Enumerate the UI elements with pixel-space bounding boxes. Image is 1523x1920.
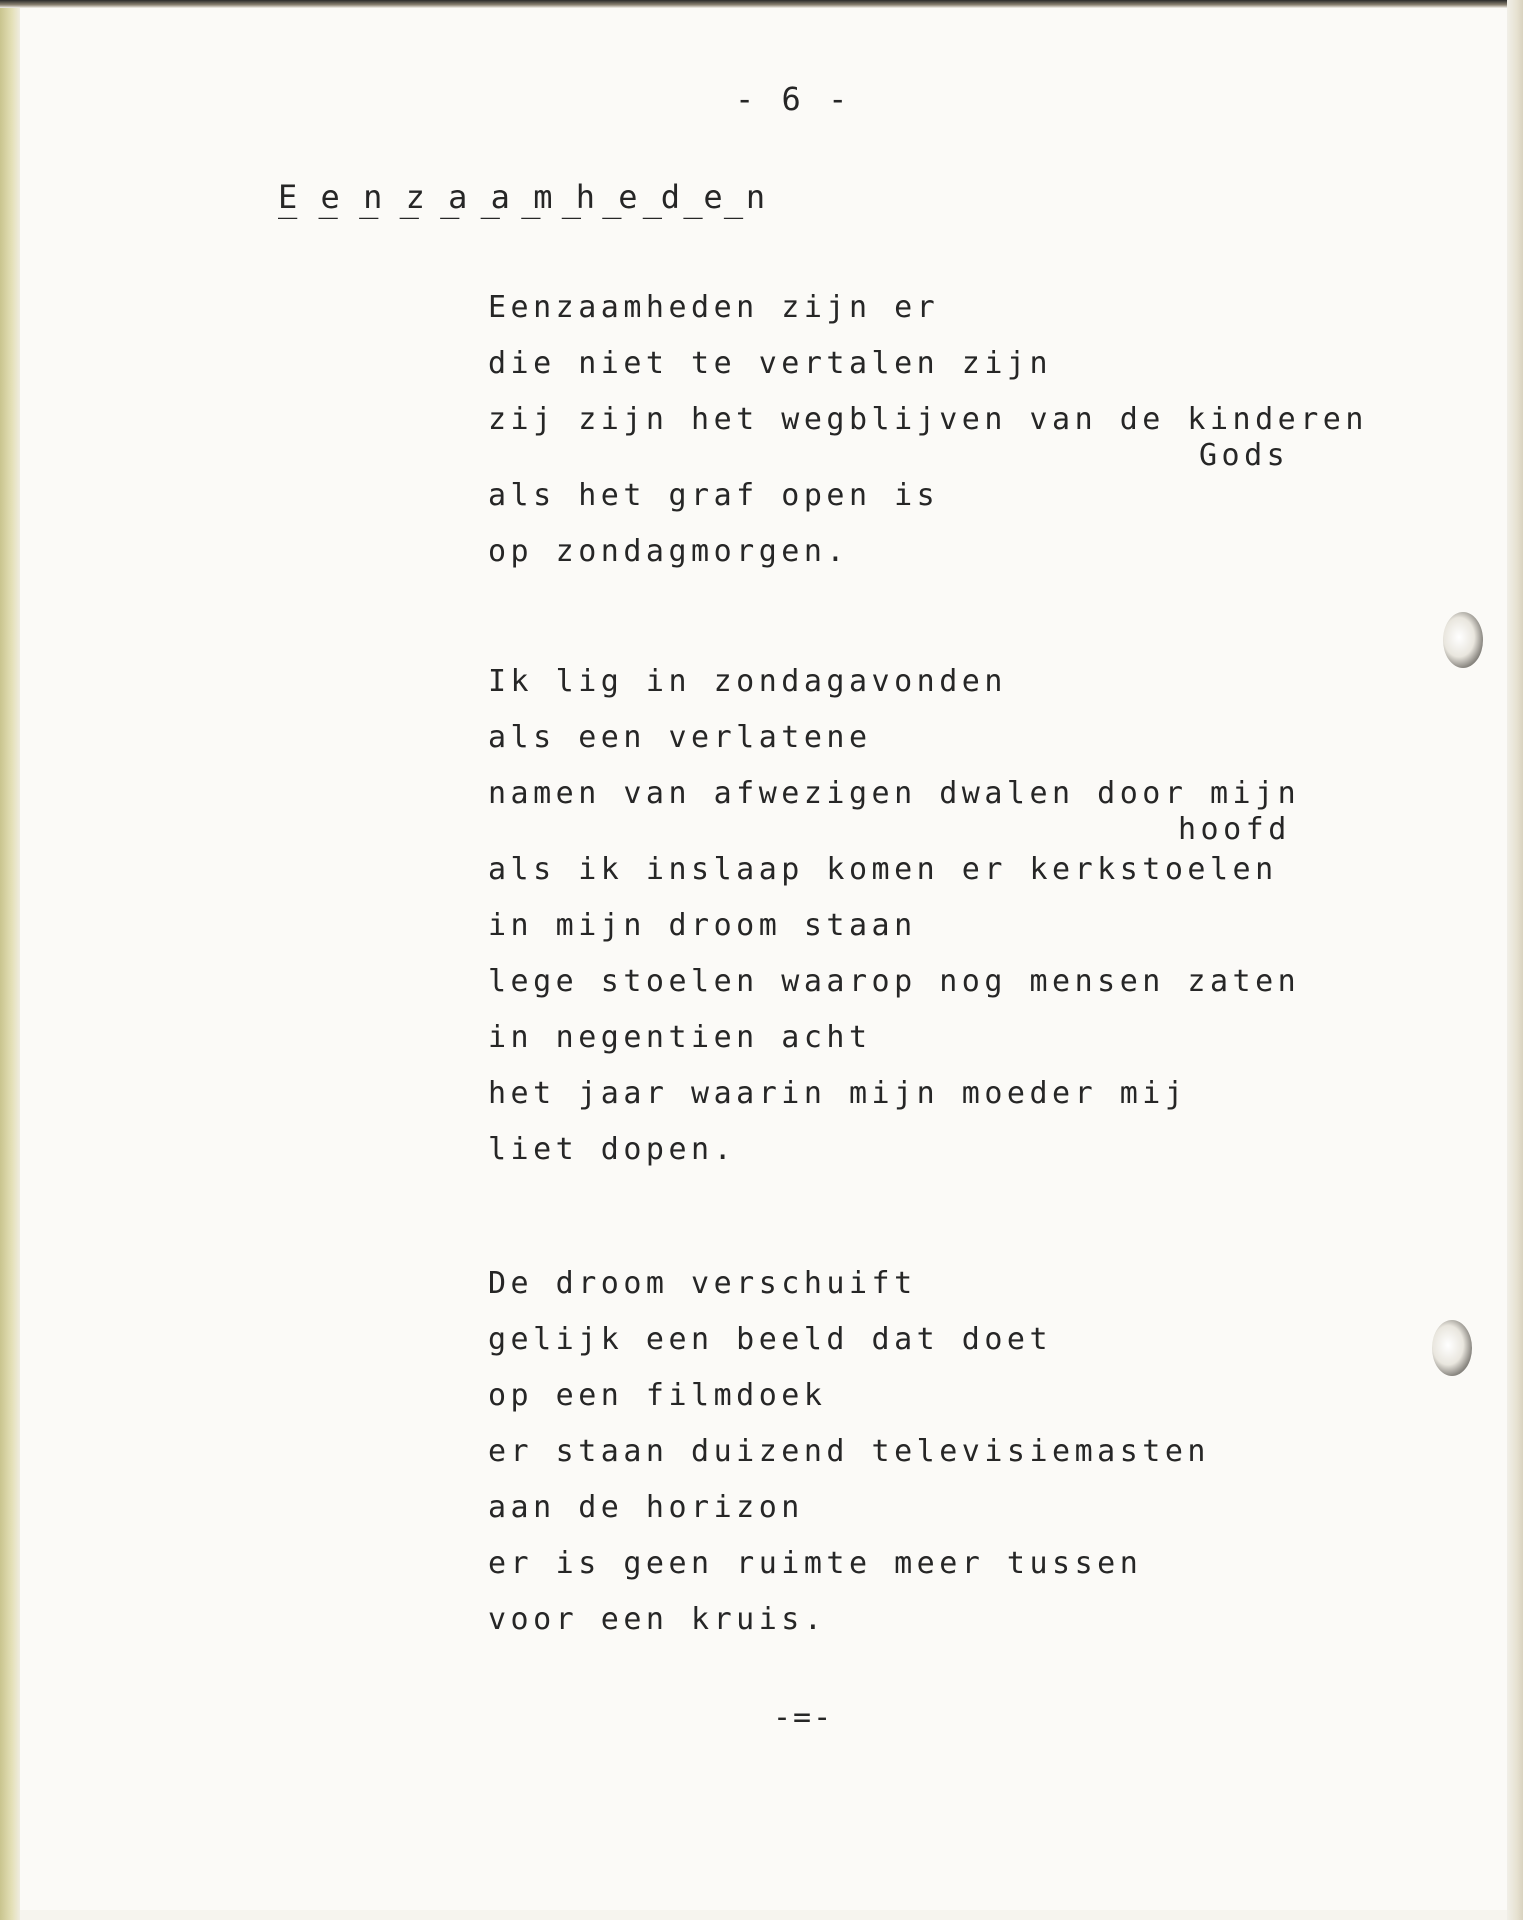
poem-line: als ik inslaap komen er kerkstoelen [488,852,1278,887]
page-top-edge [0,0,1523,8]
punch-hole-icon [1443,612,1483,668]
poem-line: op een filmdoek [488,1378,827,1413]
end-mark: -=- [773,1700,834,1735]
poem-line: lege stoelen waarop nog mensen zaten [488,964,1301,999]
poem-line: aan de horizon [488,1490,804,1525]
poem-line: als een verlatene [488,720,872,755]
poem-line: De droom verschuift [488,1266,917,1301]
poem-line: er staan duizend televisiemasten [488,1434,1210,1469]
poem-line: het jaar waarin mijn moeder mij [488,1076,1188,1111]
poem-line: zij zijn het wegblijven van de kinderen [488,402,1368,437]
poem-line: in mijn droom staan [488,908,917,943]
poem-line: op zondagmorgen. [488,534,849,569]
poem-line-continuation: hoofd [1178,812,1291,847]
punch-hole-icon [1432,1320,1472,1376]
poem-line: als het graf open is [488,478,940,513]
poem-line: liet dopen. [488,1132,737,1167]
poem-line: Eenzaamheden zijn er [488,290,940,325]
poem-line: in negentien acht [488,1020,872,1055]
poem-line: voor een kruis. [488,1602,827,1637]
page-number: - 6 - [735,80,852,118]
binder-edge [0,0,20,1920]
poem-line: gelijk een beeld dat doet [488,1322,1053,1357]
poem-line: namen van afwezigen dwalen door mijn [488,776,1301,811]
poem-line-continuation: Gods [1199,438,1290,473]
poem-line: er is geen ruimte meer tussen [488,1546,1143,1581]
poem-line: die niet te vertalen zijn [488,346,1053,381]
page-right-edge [1507,0,1523,1920]
poem-line: Ik lig in zondagavonden [488,664,1007,699]
title-underline: ‾ ‾ ‾ ‾ ‾ ‾ ‾ ‾ ‾ ‾ ‾ ‾ [278,212,745,250]
poem-title: E e n z a a m h e d e n [278,178,767,216]
